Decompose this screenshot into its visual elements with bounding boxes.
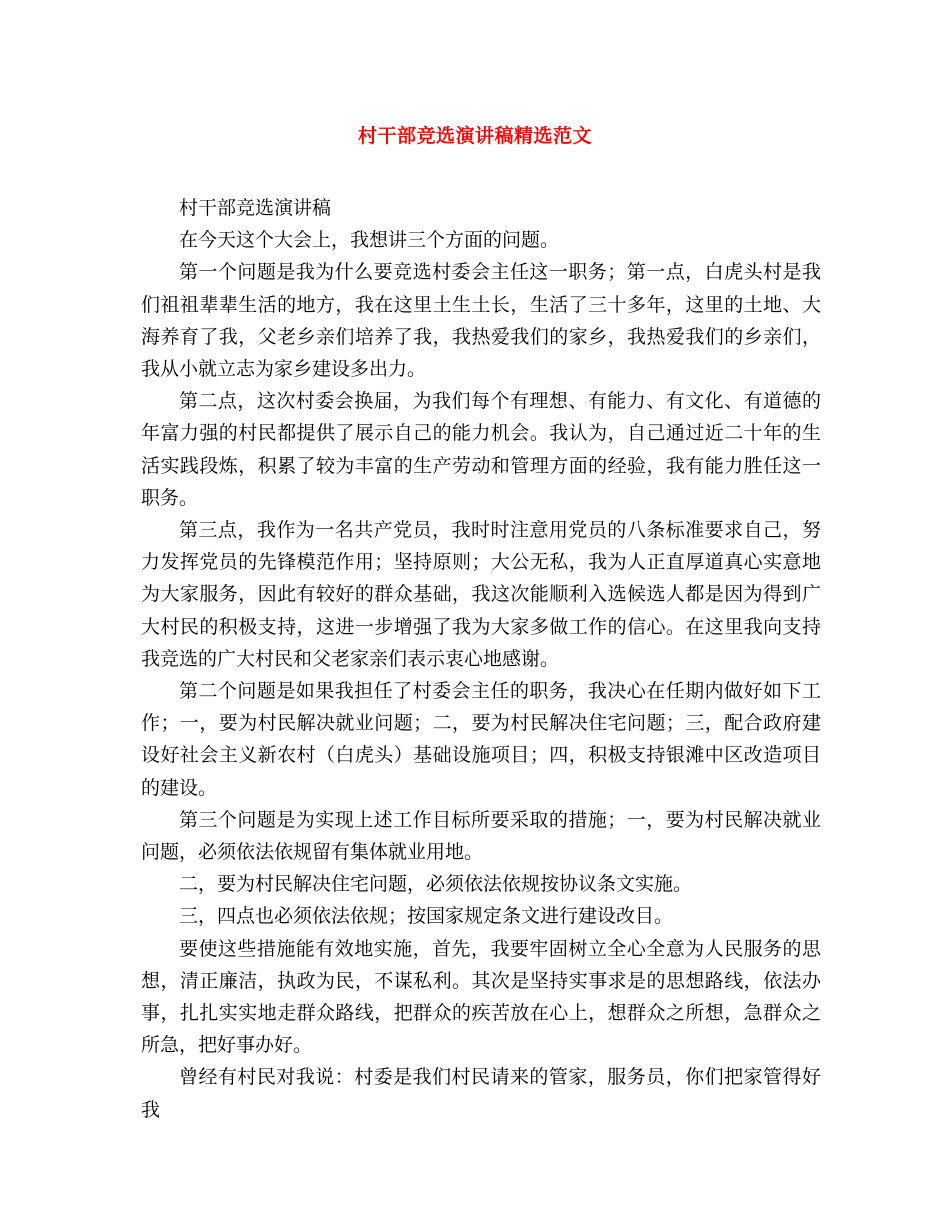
paragraph: 第二个问题是如果我担任了村委会主任的职务，我决心在任期内做好如下工作；一，要为村民解决就业问题；二，要为村民解决住宅问题；三，配合政府建设好社会主义新农村（白虎头）基础设施项目；四，积极支持银滩中区改造项目的建设。 <box>141 680 821 799</box>
document-body <box>141 192 821 1126</box>
paragraph: 村干部竞选演讲稿 <box>179 197 332 219</box>
paragraph: 三，四点也必须依法依规；按国家规定条文进行建设改目。 <box>179 905 674 928</box>
paragraph: 第一个问题是我为什么要竞选村委会主任这一职务；第一点，白虎头村是我们祖祖辈辈生活的地方，我在这里土生土长，生活了三十多年，这里的土地、大海养育了我，父老乡亲们培养了我，我热爱我们的家乡，我热爱我们的乡亲们，我从小就立志为家乡建设多出力。 <box>141 261 821 381</box>
paragraph: 要使这些措施能有效地实施，首先，我要牢固树立全心全意为人民服务的思想，清正廉洁，执政为民，不谋私利。其次是坚持实事求是的思想路线，依法办事，扎扎实实地走群众路线，把群众的疾苦放在心上，想群众之所想，急群众之所急，把好事办好。 <box>141 937 821 1057</box>
paragraph: 第二点，这次村委会换届，为我们每个有理想、有能力、有文化、有道德的年富力强的村民都提供了展示自己的能力机会。我认为，自己通过近二十年的生活实践段炼，积累了较为丰富的生产劳动和管理方面的经验，我有能力胜任这一职务。 <box>141 390 821 509</box>
paragraph: 第三点，我作为一名共产党员，我时时注意用党员的八条标准要求自己，努力发挥党员的先锋模范作用；坚持原则；大公无私，我为人正直厚道真心实意地为大家服务，因此有较好的群众基础，我这次能顺利入选候选人都是因为得到广大村民的积极支持，这进一步增强了我为大家多做工作的信心。在这里我向支持我竞选的广大村民和父老家亲们表示衷心地感谢。 <box>141 519 821 670</box>
paragraph: 在今天这个大会上，我想讲三个方面的问题。 <box>179 229 560 252</box>
paragraph: 曾经有村民对我说：村委是我们村民请来的管家，服务员，你们把家管得好我 <box>141 1066 821 1121</box>
paragraph: 二，要为村民解决住宅问题，必须依法依规按协议条文实施。 <box>179 873 693 896</box>
paragraph: 第三个问题是为实现上述工作目标所要采取的措施；一，要为村民解决就业问题，必须依法依规留有集体就业用地。 <box>141 808 821 864</box>
document-title: 村干部竞选演讲稿精选范文 <box>357 125 592 147</box>
